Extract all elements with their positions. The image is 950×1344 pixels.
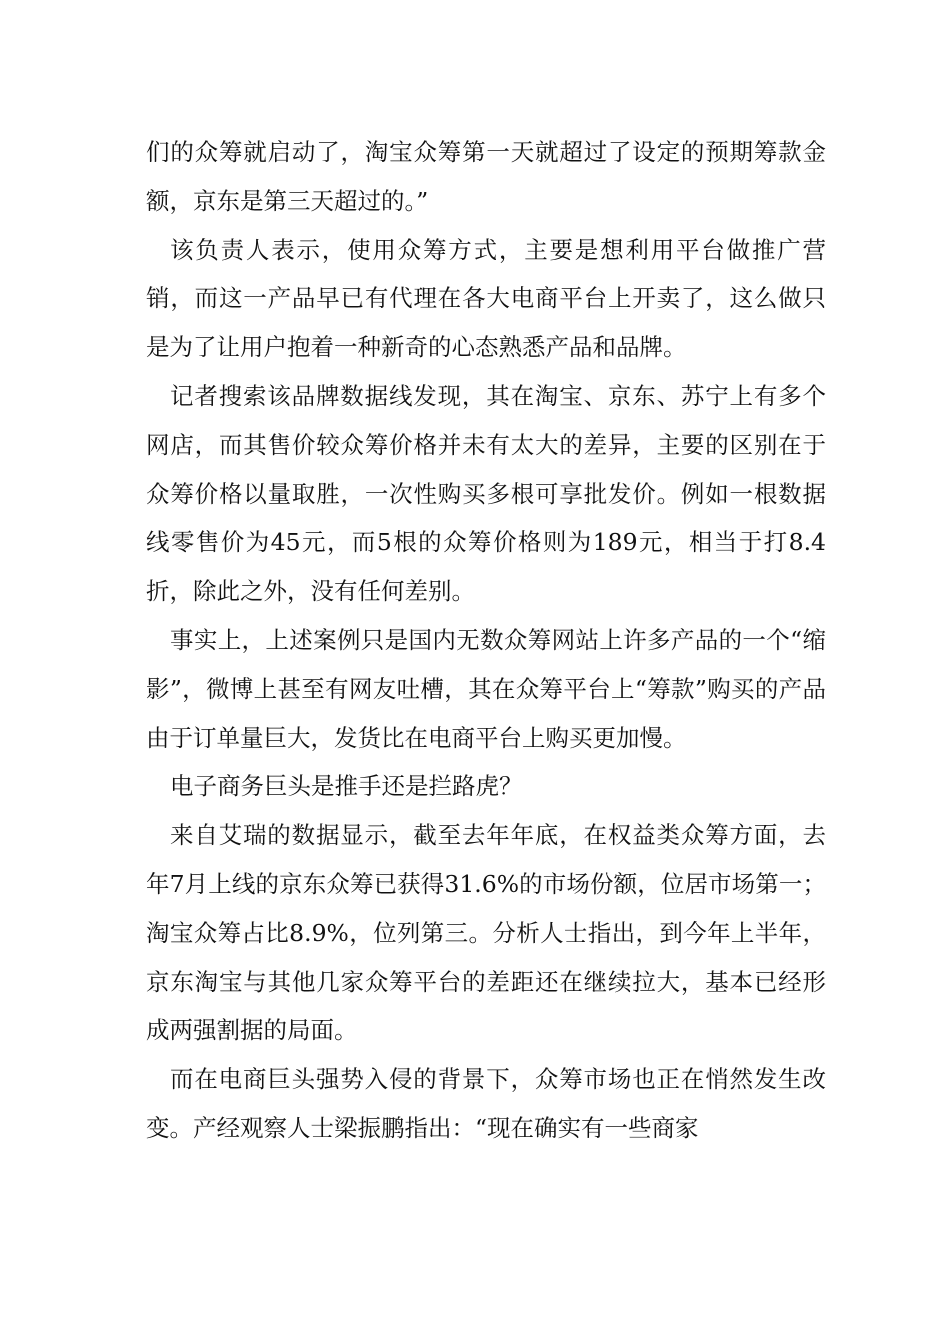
section-heading: 电子商务巨头是推手还是拦路虎？ [170, 772, 523, 801]
paragraph: 事实上，上述案例只是国内无数众筹网站上许多产品的一个“缩影”，微博上甚至有网友吐槽，其在众筹平台上“筹款”购买的产品由于订单量巨大，发货比在电商平台上购买更加慢。 [146, 625, 826, 752]
article-body [146, 128, 826, 1153]
paragraph: 该负责人表示，使用众筹方式，主要是想利用平台做推广营销，而这一产品早已有代理在各大电商平台上开卖了，这么做只是为了让用户抱着一种新奇的心态熟悉产品和品牌。 [146, 235, 826, 362]
paragraph-continued: 们的众筹就启动了，淘宝众筹第一天就超过了设定的预期筹款金额，京东是第三天超过的。” [146, 138, 826, 215]
paragraph: 记者搜索该品牌数据线发现，其在淘宝、京东、苏宁上有多个网店，而其售价较众筹价格并未有太大的差异，主要的区别在于众筹价格以量取胜，一次性购买多根可享批发价。例如一根数据线零售价为45元，而5根的众筹价格则为189元，相当于打8.4折，除此之外，没有任何差别。 [146, 381, 826, 606]
paragraph: 来自艾瑞的数据显示，截至去年年底，在权益类众筹方面，去年7月上线的京东众筹已获得31.6%的市场份额，位居市场第一；淘宝众筹占比8.9%，位列第三。分析人士指出，到今年上半年，京东淘宝与其他几家众筹平台的差距还在继续拉大，基本已经形成两强割据的局面。 [146, 821, 826, 1045]
paragraph: 而在电商巨头强势入侵的背景下，众筹市场也正在悄然发生改变。产经观察人士梁振鹏指出：“现在确实有一些商家 [146, 1065, 826, 1142]
